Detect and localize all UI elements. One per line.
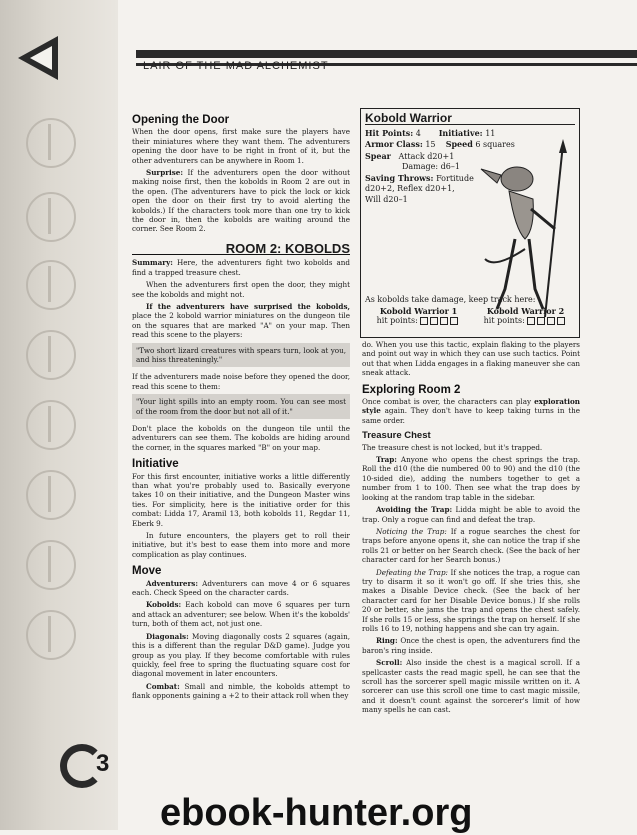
rune-icon <box>26 260 76 310</box>
left-column <box>132 108 350 704</box>
heading-exploring-room-2: Exploring Room 2 <box>362 383 461 396</box>
rune-icon <box>26 540 76 590</box>
kobold-illustration <box>475 139 573 319</box>
paragraph: Don't place the kobolds on the dungeon tile until the adventurers can see them. The kobolds are hiding around the corner, in the squares marked "B" on your map. <box>132 423 350 452</box>
paragraph: do. When you use this tactic, explain flaking to the players and point out way in which they can use such tactics. Point out that when Lidda engages in a flaking maneuver she can sneak attack. <box>362 340 580 378</box>
watermark: ebook-hunter.org <box>160 792 473 834</box>
page-number: 3 <box>96 750 110 777</box>
rune-icon <box>26 610 76 660</box>
paragraph: Defeating the Trap: If she notices the trap, a rogue can try to disarm it so it won't go off. If she tries this, she makes a Disable Device check. (See the back of her character card for her Disable Device bonus.) If she rolls 20 or better, she jams the trap and opens the chest safely. If she rolls 15 or less, she springs the trap on herself. If she rolls 16 to 19, nothing happens and she can try again. <box>362 567 580 633</box>
page-number-ornament <box>60 744 128 788</box>
paragraph: Scroll: Also inside the chest is a magical scroll. If a spellcaster casts the read magic spell, he can see that the scroll has the sorcerer spell magic missile written on it. A sorcerer can use this scroll one time to cast magic missile, and it doesn't count against the sorcerer's limit of how many spells he can cast. <box>362 658 580 715</box>
paragraph: If the adventurers made noise before they opened the door, read this scene to them: <box>132 372 350 391</box>
paragraph: Avoiding the Trap: Lidda might be able to avoid the trap. Only a rogue can find and defeat the trap. <box>362 505 580 524</box>
rune-icon <box>26 470 76 520</box>
heading-initiative: Initiative <box>132 458 179 471</box>
paragraph: Trap: Anyone who opens the chest springs the trap. Roll the d10 (the die numbered 00 to 90) and the d10 (the 10-sided die), adding the numbers together to get a number from 1 to 100. Then see what the trap does by looking at the random trap table in the sidebar. <box>362 455 580 502</box>
paragraph: Adventurers: Adventurers can move 4 or 6 squares each. Check Speed on the character cards. <box>132 578 350 598</box>
paragraph: Diagonals: Moving diagonally costs 2 squares (again, this is a different than the regular D&D game). Judge you group as you play. If they become comfortable with rules quickly, feel free to spring the fluctuating square cost for diagonal movement in later encounters. <box>132 631 350 679</box>
hp-checkboxes-2[interactable]: hit points: <box>484 316 568 327</box>
paragraph: Combat: Small and nimble, the kobolds attempt to flank opponents gaining a +2 to their attack roll when they <box>132 681 350 701</box>
hp-checkboxes-1[interactable]: hit points: <box>377 316 461 327</box>
rune-icon <box>26 330 76 380</box>
decorative-margin <box>0 0 118 830</box>
paragraph: Noticing the Trap: If a rogue searches the chest for traps before anyone opens it, she can notice the trap if she rolls 21 or better on her Search check. (See the back of her character card for her Search bonus.) <box>362 526 580 565</box>
stat-block-title: Kobold Warrior <box>365 113 575 125</box>
paragraph: In future encounters, the players get to roll their initiative, but it's best to ease them into more and more complication as play continues. <box>132 531 350 559</box>
paragraph: The treasure chest is not locked, but it's trapped. <box>362 442 543 452</box>
paragraph: If the adventurers have surprised the kobolds, place the 2 kobold warrior miniatures on the dungeon tile on the squares that are marked "A" on your map. Then read this scene to the players: <box>132 301 350 340</box>
paragraph: Summary: Here, the adventurers fight two kobolds and find a trapped treasure chest. <box>132 258 350 277</box>
read-aloud-box: "Your light spills into an empty room. You can see most of the room from the door but not all of it." <box>132 394 350 419</box>
rune-icon <box>26 400 76 450</box>
paragraph: When the door opens, first make sure the players have their miniatures where they want them. The adventurers opening the door have to be right in front of it, but the other adventurers can be anywhere in Room 1. <box>132 127 350 165</box>
running-head: LAIR OF THE MAD ALCHEMIST <box>143 60 329 72</box>
heading-treasure-chest: Treasure Chest <box>362 430 431 442</box>
paragraph: When the adventurers first open the door, they might see the kobolds and might not. <box>132 280 350 299</box>
rune-icon <box>26 118 76 168</box>
damage-tracker: As kobolds take damage, keep track here: Kobold Warrior 1 Kobold Warrior 2 hit points: hit points: <box>365 295 579 327</box>
read-aloud-box: "Two short lizard creatures with spears turn, look at you, and hiss threateningly." <box>132 343 350 368</box>
paragraph: Surprise: If the adventurers open the door without making noise first, then the kobolds in Room 2 are out in the open. (The adventurers have to pick the lock or kick open the door on their first try to avoid alerting the kobolds.) If the characters took more than one try to kick the door in, then the kobolds are waiting around the corner. See Room 2. <box>132 168 350 234</box>
rune-icon <box>26 192 76 242</box>
paragraph: Once combat is over, the characters can play exploration style again. They don't have to keep taking turns in the same order. <box>362 397 580 425</box>
paragraph: Ring: Once the chest is open, the adventurers find the baron's ring inside. <box>362 636 580 655</box>
paragraph: For this first encounter, initiative works a little differently than what you're probably used to. Basically everyone takes 10 on their initiative, and the Dungeon Master wins ties. For simplicity, here is the initiative order for this combat: Lidda 17, Aramil 13, both kobolds 11, Regdar 11, Eberk 9. <box>132 471 350 528</box>
heading-opening-the-door: Opening the Door <box>132 114 230 126</box>
stat-block: Kobold Warrior Hit Points: 4 Initiative: 11 Armor Class: 15 Speed 6 squares Spear Attack d20+1 Damage: d6–1 Saving Throws: Fortitude d20+2, Reflex d20+1, Will d20–1 As kobolds take damage, keep track here: Kobold Warrior 1 Kobold Warrior 2 hit points: hit points: <box>360 108 580 338</box>
right-column <box>362 340 580 718</box>
paragraph: Kobolds: Each kobold can move 6 squares per turn and attack an adventurer; see below. When it's the kobolds' turn, both of them act, not just one. <box>132 600 350 629</box>
room-heading: ROOM 2: KOBOLDS <box>132 244 350 255</box>
heading-move: Move <box>132 565 162 578</box>
